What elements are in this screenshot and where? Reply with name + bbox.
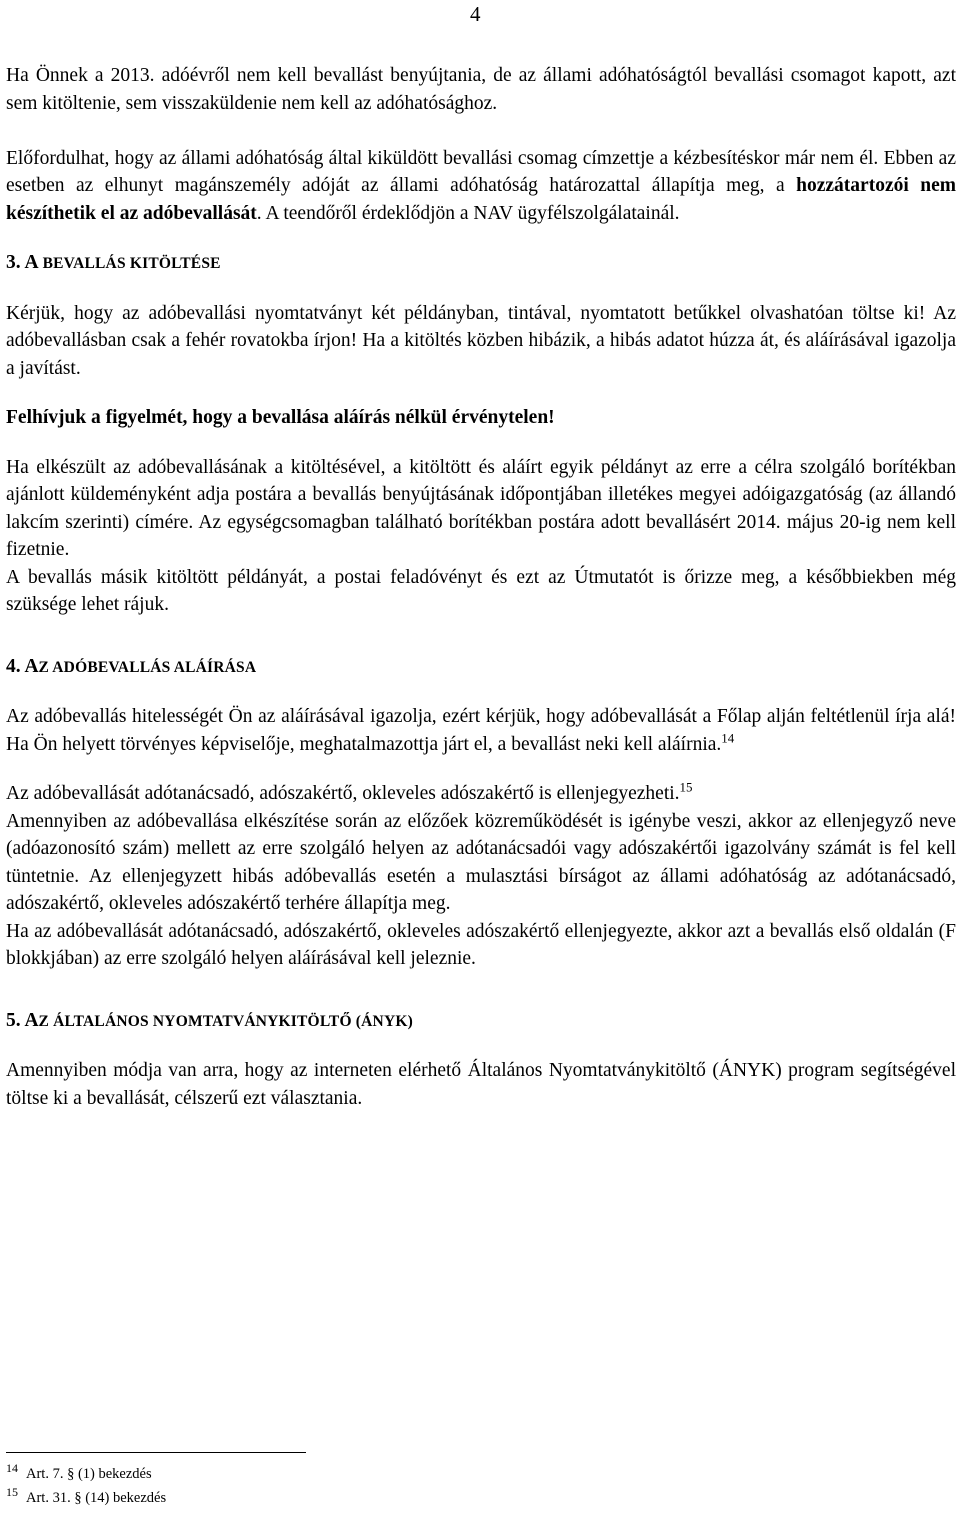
paragraph-signature-warning	[6, 404, 956, 432]
bold-run: hozzátartozói nem készíthetik el az adóbevallását	[6, 175, 956, 224]
section-number: 4.	[6, 655, 25, 677]
footnote-text: Art. 31. § (14) bekezdés	[26, 1490, 167, 1506]
section-heading-4	[6, 653, 956, 682]
text-run: Az adóbevallását adótanácsadó, adószakértő, okleveles adószakértő is ellenjegyezheti.	[6, 783, 680, 804]
paragraph-countersign	[6, 780, 956, 808]
heading-initial: A	[24, 1009, 39, 1031]
heading-initial: A	[24, 252, 39, 273]
paragraph-keep-copy: A bevallás másik kitöltött példányát, a postai feladóvényt és ezt az Útmutatót is őrizze meg, a későbbiekben még szüksége lehet rájuk.	[6, 566, 956, 615]
paragraph-no-filing: Ha Önnek a 2013. adóévről nem kell bevallást benyújtania, de az állami adóhatóságtól bevallási csomagot kapott, azt sem kitöltenie, sem visszaküldenie nem kell az adóhatósághoz.	[6, 65, 956, 114]
text-run: Előfordulhat, hogy az állami adóhatóság által kiküldött bevallási csomag címzettje a kézbesítéskor már nem él. Ebben az esetben az elhunyt magánszemély adóját az állami adóhatóság határozattal állapítja meg, a	[6, 147, 956, 196]
footnote-text: Art. 7. § (1) bekezdés	[26, 1466, 152, 1482]
heading-text: Z ADÓBEVALLÁS ALÁÍRÁSA	[38, 658, 257, 676]
text-run: . A teendőről érdeklődjön a NAV ügyfélszolgálatainál.	[256, 202, 680, 224]
footnote-divider	[6, 1452, 306, 1453]
section-heading-5	[6, 1007, 956, 1036]
bold-run: Felhívjuk a figyelmét, hogy a bevallása aláírás nélkül érvénytelen!	[6, 407, 555, 428]
section-number: 3.	[6, 252, 25, 273]
footnote	[6, 1462, 166, 1486]
footnote-number: 14	[6, 1461, 18, 1476]
paragraph-submission: Ha elkészült az adóbevallásának a kitöltésével, a kitöltött és aláírt egyik példányt az erre a célra szolgáló borítékban ajánlott küldeményként adja postára a bevallás benyújtásának időpontjában illetékes megyei adóigazgatóság (az állandó lakcím szerinti) címére. Az egységcsomagban található borítékban postára adott bevallásért 2014. május 20-ig nem kell fizetnie.	[6, 456, 956, 560]
section-heading-3	[6, 249, 956, 278]
paragraph-anyk: Amennyiben módja van arra, hogy az interneten elérhető Általános Nyomtatványkitöltő (ÁNYK) program segítségével töltse ki a bevallását, célszerű ezt választania.	[6, 1060, 956, 1109]
heading-initial: A	[24, 655, 39, 677]
document-body	[6, 62, 956, 1112]
footnote	[6, 1486, 166, 1510]
paragraph-countersign-details: Amennyiben az adóbevallása elkészítése során az előzőek közreműködését is igénybe veszi, akkor az ellenjegyző neve (adóazonosító szám) mellett az erre szolgáló helyen az adótanácsadói vagy adószakértői igazolvány számát is fel kell tüntetnie. Az ellenjegyzett hibás adóbevallás esetén a mulasztási bírságot az állami adóhatóság az adótanácsadó, adószakértő, okleveles adószakértő terhére állapítja meg.	[6, 810, 956, 914]
paragraph-deceased	[6, 145, 956, 228]
paragraph-countersign-mark: Ha az adóbevallását adótanácsadó, adószakértő, okleveles adószakértő ellenjegyezte, akkor azt a bevallás első oldalán (F blokkjában) az erre szolgáló helyen aláírásával kell jeleznie.	[6, 920, 956, 969]
footnote-ref: 15	[679, 779, 693, 795]
page-number: 4	[470, 2, 481, 26]
paragraph-fill-instructions: Kérjük, hogy az adóbevallási nyomtatványt két példányban, tintával, nyomtatott betűkkel olvashatóan töltse ki! Az adóbevallásban csak a fehér rovatokba írjon! Ha a kitöltés közben hibázik, a hibás adatot húzza át, és aláírásával igazolja a javítást.	[6, 302, 956, 379]
paragraph-signing	[6, 703, 956, 758]
section-number: 5.	[6, 1009, 25, 1031]
heading-text: BEVALLÁS KITÖLTÉSE	[38, 255, 221, 272]
heading-text: Z ÁLTALÁNOS NYOMTATVÁNYKITÖLTŐ (ÁNYK)	[38, 1012, 413, 1030]
footnotes	[6, 1462, 166, 1510]
text-run: Az adóbevallás hitelességét Ön az aláírásával igazolja, ezért kérjük, hogy adóbevallását a Főlap alján feltétlenül írja alá! Ha Ön helyett törvényes képviselője, meghatalmazottja járt el, a bevallást neki kell aláírnia.	[6, 706, 956, 755]
footnote-ref: 14	[721, 730, 735, 745]
footnote-number: 15	[6, 1485, 18, 1500]
